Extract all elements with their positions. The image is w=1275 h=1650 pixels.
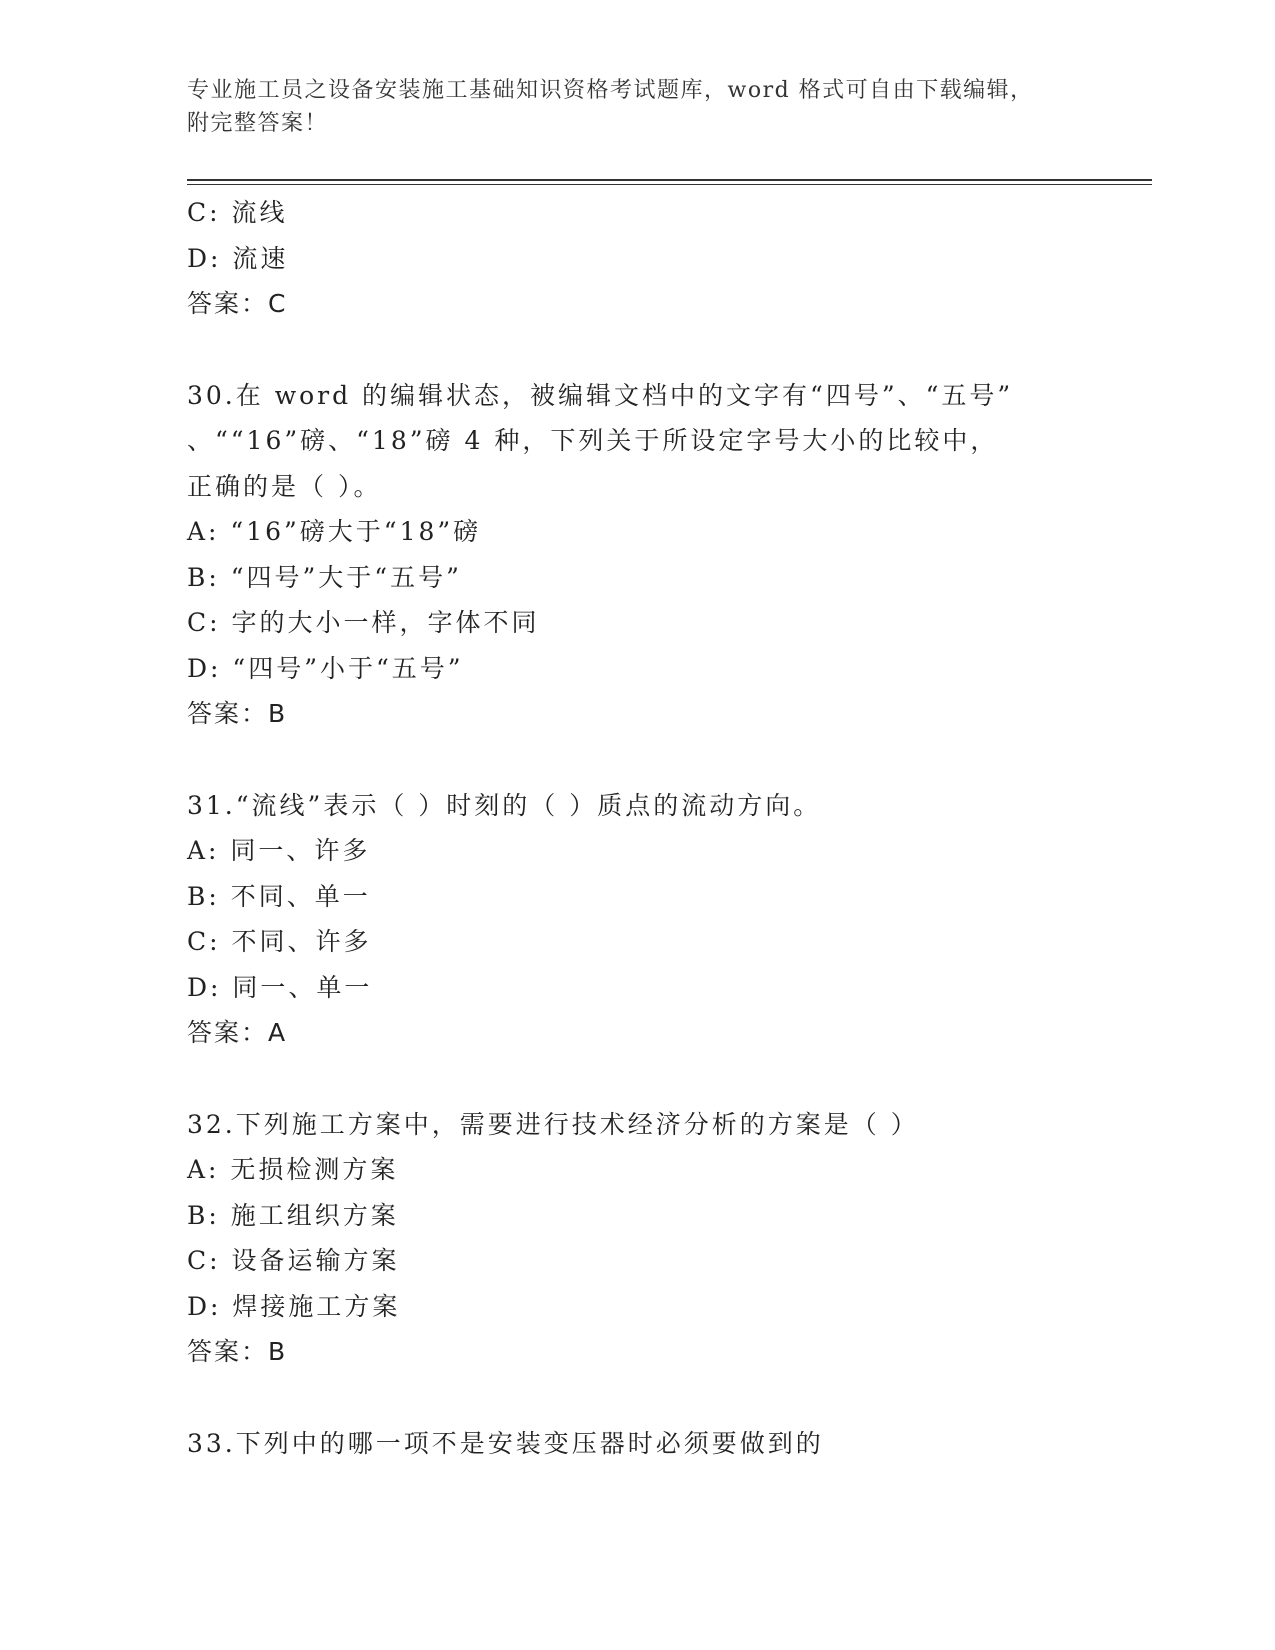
header-rule-thick	[187, 179, 1152, 181]
question-stem: 、““16”磅、“18”磅 4 种，下列关于所设定字号大小的比较中，	[187, 426, 999, 455]
question-stem: 32.下列施工方案中，需要进行技术经济分析的方案是（ ）	[187, 1109, 919, 1139]
header-line-2: 附完整答案！	[187, 111, 329, 136]
answer-line: 答案：A	[187, 1018, 288, 1047]
spacer	[187, 737, 1087, 783]
question-block	[187, 190, 1087, 327]
option-line: D: 流速	[187, 243, 289, 273]
question-block	[187, 1102, 1087, 1375]
option-line: C: 设备运输方案	[187, 1246, 400, 1275]
question-list	[187, 190, 1087, 1466]
spacer	[187, 1056, 1087, 1102]
answer-line: 答案：B	[187, 1337, 288, 1366]
question-stem: 33.下列中的哪一项不是安装变压器时必须要做到的	[187, 1428, 824, 1458]
question-block	[187, 783, 1087, 1056]
header-rule-thin	[187, 184, 1152, 185]
spacer	[187, 327, 1087, 373]
answer-line: 答案：B	[187, 699, 288, 728]
question-stem: 31.“流线”表示（ ）时刻的（ ）质点的流动方向。	[187, 790, 822, 820]
answer-line: 答案：C	[187, 289, 288, 318]
option-line: D: “四号”小于“五号”	[187, 653, 464, 683]
option-line: A: 无损检测方案	[187, 1155, 399, 1184]
header-line-1: 专业施工员之设备安装施工基础知识资格考试题库，word 格式可自由下载编辑，	[187, 78, 1034, 103]
option-line: B: 不同、单一	[187, 881, 371, 911]
spacer	[187, 1375, 1087, 1421]
option-line: C: 字的大小一样，字体不同	[187, 608, 540, 637]
option-line: B: “四号”大于“五号”	[187, 562, 462, 592]
question-stem: 30.在 word 的编辑状态，被编辑文档中的文字有“四号”、“五号”	[187, 380, 1014, 410]
option-line: A: 同一、许多	[187, 836, 371, 865]
option-line: B: 施工组织方案	[187, 1200, 399, 1230]
option-line: A: “16”磅大于“18”磅	[187, 517, 482, 546]
question-block	[187, 1421, 1087, 1467]
option-line: D: 焊接施工方案	[187, 1291, 401, 1321]
option-line: C: 不同、许多	[187, 927, 372, 956]
option-line: D: 同一、单一	[187, 972, 373, 1002]
option-line: C: 流线	[187, 198, 288, 227]
question-block	[187, 373, 1087, 737]
question-stem: 正确的是（ ）。	[187, 471, 382, 501]
document-header	[187, 74, 1087, 140]
